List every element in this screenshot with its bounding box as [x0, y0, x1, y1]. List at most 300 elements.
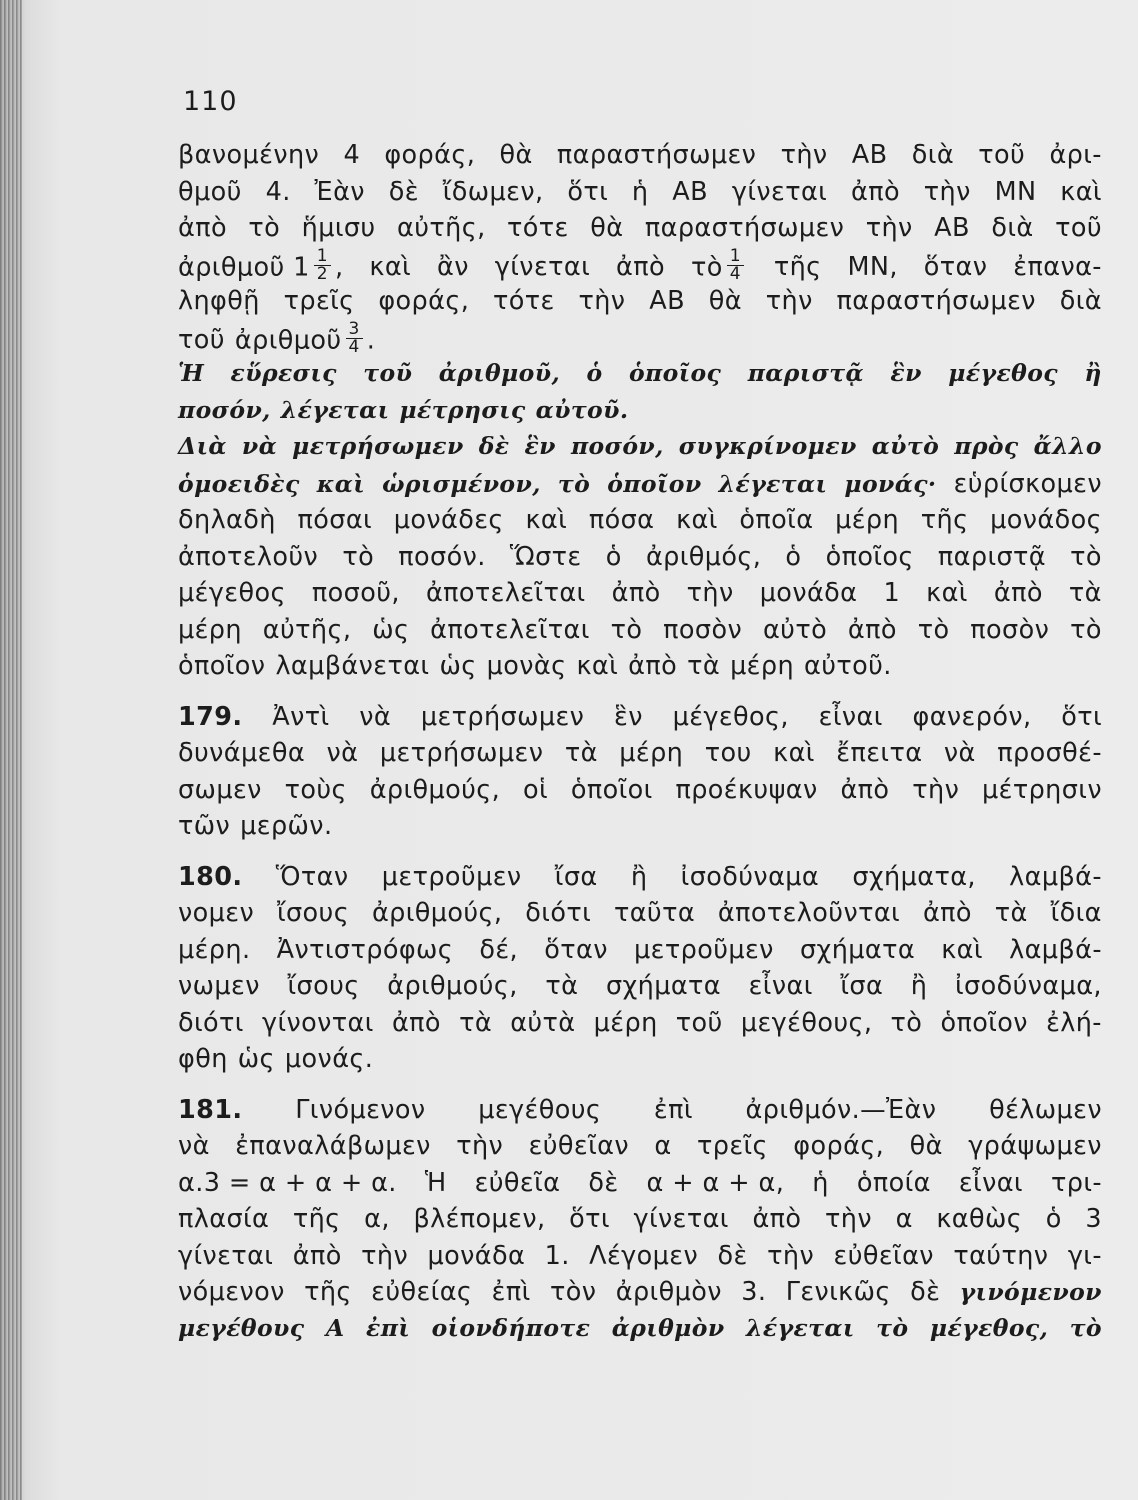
word: [558, 470, 590, 498]
word-text: καὶ: [676, 505, 718, 535]
word-text: ἐπὶ: [366, 1313, 411, 1342]
word: [266, 177, 291, 207]
word-text: μεγέθους,: [740, 1007, 873, 1038]
word-text: ἀποτελεῖται: [430, 614, 590, 645]
text-line: [178, 1168, 1102, 1205]
word-text: ἴσους: [276, 898, 350, 928]
word: [287, 971, 359, 1001]
word-text: μετρήσωμεν: [292, 432, 464, 460]
word-text: ΜΝ,: [847, 251, 898, 282]
word-text: τὰ: [459, 1007, 493, 1038]
word-text: ποσοῦ,: [311, 578, 400, 608]
word: [285, 1044, 373, 1074]
word: [687, 578, 734, 608]
punctuation: .: [366, 324, 376, 355]
word: [493, 286, 555, 316]
word-text: μερῶν.: [240, 811, 333, 841]
text-line: [178, 1008, 1102, 1045]
word-text: σχήματα: [800, 934, 916, 965]
word: [178, 862, 243, 892]
word-text: ὅταν: [544, 934, 608, 965]
word-text: διότι: [525, 898, 592, 928]
word: [941, 935, 983, 965]
word: [1070, 615, 1102, 645]
word-text: τὸ: [1069, 1313, 1102, 1342]
word: [178, 325, 225, 355]
word: [293, 1204, 341, 1234]
word: [739, 505, 813, 535]
word-text: ἔπειτα: [836, 738, 923, 768]
word: [1034, 432, 1102, 460]
word: [479, 935, 518, 965]
word: [612, 1314, 725, 1342]
text-line: [178, 1131, 1102, 1168]
word: [675, 775, 817, 805]
word-text: γι-: [1067, 1240, 1102, 1271]
text-line: [178, 775, 1102, 812]
word: [295, 1095, 425, 1125]
word-text: σωμεν: [178, 774, 262, 805]
word: [281, 396, 390, 424]
word: [857, 1168, 931, 1198]
word-text: 180.: [178, 861, 243, 892]
word: [557, 140, 756, 170]
word-text: τὴν: [456, 1131, 504, 1161]
word-text: τὸ: [342, 541, 375, 572]
word-text: νὰ: [359, 701, 392, 732]
word-text: τῶν: [178, 811, 231, 841]
word: [242, 432, 277, 460]
word: [277, 935, 454, 965]
word: [443, 177, 544, 207]
word: [487, 651, 567, 681]
word-text: δηλαδὴ: [178, 505, 276, 535]
word-text: α.3 = α + α + α.: [178, 1167, 397, 1198]
word-text: ὅτι: [1061, 701, 1102, 732]
text-line: [178, 505, 1102, 542]
word-text: ὁ: [586, 359, 603, 387]
word-text: καὶ: [576, 651, 619, 681]
word: [363, 359, 412, 387]
word: [781, 140, 828, 170]
word: [953, 1241, 1048, 1271]
word-text: φανερόν,: [912, 701, 1032, 732]
fraction-denominator: 4: [348, 337, 360, 358]
word: [238, 1044, 275, 1074]
word-text: γίνεται: [633, 1204, 729, 1234]
word-text: σχήματα,: [852, 861, 976, 892]
word: [673, 702, 789, 732]
word: [834, 1241, 934, 1271]
word: [705, 738, 752, 768]
word-text: τὴν: [578, 286, 626, 316]
fraction-denominator: 4: [729, 264, 741, 285]
word-text: νὰ: [943, 738, 976, 768]
word: [786, 1277, 891, 1307]
word-text: θὰ: [909, 1131, 943, 1161]
word-text: λαμβά-: [1009, 934, 1102, 965]
word: [439, 651, 476, 681]
text-line: [178, 1241, 1102, 1278]
word: [819, 702, 883, 732]
word: [697, 1131, 768, 1161]
word-text: τὰ: [1068, 578, 1102, 608]
word-text: ἀπὸ: [851, 176, 900, 207]
word-text: καὶ: [773, 738, 815, 768]
word: [285, 775, 347, 805]
word-text: ἴδια: [1050, 898, 1102, 928]
word: [277, 898, 349, 928]
word: [439, 359, 560, 387]
word-text: ἐπαναλάβωμεν: [235, 1131, 431, 1161]
word-text: τῆς: [773, 251, 822, 282]
word-text: μονάς.: [284, 1044, 374, 1074]
word-text: ὁποῖα: [739, 505, 814, 535]
word: [746, 1095, 937, 1125]
word-text: Ἐὰν: [314, 176, 365, 207]
word: [883, 578, 900, 608]
word-text: νὰ: [326, 738, 359, 768]
word-text: μονάδος: [990, 505, 1102, 535]
word-text: θὰ: [590, 213, 624, 243]
word: [380, 738, 543, 768]
word: [398, 542, 485, 572]
word: [178, 177, 242, 207]
word-text: μέρη: [835, 505, 900, 535]
word-text: τὴν: [780, 140, 828, 170]
word: [607, 470, 701, 498]
page-edge-shading: [0, 0, 22, 1500]
word: [589, 1241, 698, 1271]
word: [495, 252, 590, 282]
word-text: τὸ: [1070, 614, 1102, 645]
text-line: [178, 811, 1102, 848]
word: [616, 252, 665, 282]
word-text: ΑΒ: [672, 176, 709, 207]
word-text: ἀπὸ: [616, 251, 666, 282]
word: [326, 1314, 345, 1342]
word: [825, 1204, 872, 1234]
word: [178, 578, 286, 608]
word-text: μονάς·: [844, 469, 937, 498]
word: [921, 505, 969, 535]
word: [1085, 1204, 1102, 1234]
word-text: ἀπὸ: [840, 774, 890, 805]
word-text: Ἀντιστρόφως: [276, 934, 454, 965]
word: [978, 140, 1025, 170]
word-text: τῆς: [292, 1204, 341, 1234]
word-text: Γενικῶς: [785, 1277, 891, 1307]
word: [614, 702, 643, 732]
text-line: [178, 1095, 1102, 1132]
word-text: νωμεν: [178, 971, 260, 1001]
word-text: τοὺς: [284, 774, 347, 805]
word: [382, 862, 522, 892]
word-text: ἡ: [812, 1167, 829, 1198]
word-text: γίνεται: [178, 1240, 274, 1271]
word-text: πρὸς: [954, 432, 1019, 460]
word-text: τὴν: [825, 1204, 872, 1234]
word: [923, 898, 972, 928]
word: [890, 359, 921, 387]
word-text: ἐπὶ: [491, 1277, 531, 1307]
word-text: ὁποῖος: [628, 359, 722, 387]
word: [545, 1241, 570, 1271]
word-text: ἴσα: [554, 861, 598, 892]
word: [840, 971, 883, 1001]
word-text: ταῦτα: [613, 898, 696, 928]
word: [178, 245, 344, 287]
word: [681, 862, 819, 892]
word: [746, 1314, 855, 1342]
word: [896, 1204, 913, 1234]
word: [793, 1131, 884, 1161]
word: [606, 542, 622, 572]
word-text: ἀπὸ: [292, 1240, 342, 1271]
word: [1069, 578, 1102, 608]
word: [240, 811, 332, 841]
word-text: 1.: [544, 1240, 570, 1271]
word-text: θὰ: [499, 140, 533, 170]
word: [730, 651, 794, 681]
word: [432, 1314, 591, 1342]
word: [990, 505, 1102, 535]
word: [1060, 177, 1102, 207]
word-text: ἀριθμούς,: [369, 774, 501, 805]
word-text: αὐτοῦ.: [535, 395, 629, 424]
word-text: τοῦ: [675, 1007, 723, 1038]
word: [844, 470, 936, 498]
word-text: μετρήσωμεν: [379, 738, 544, 768]
word-text: ποσὸν: [663, 614, 743, 645]
word: [397, 213, 486, 243]
word-text: καὶ: [525, 505, 568, 535]
word-text: νὰ: [241, 432, 278, 460]
word: [994, 578, 1043, 608]
word: [741, 1008, 873, 1038]
word-text: α: [895, 1204, 913, 1234]
word-text: ἀποτελοῦν: [178, 541, 319, 572]
fraction: [727, 245, 744, 285]
word: [679, 432, 857, 460]
word-text: ἀρι-: [1049, 140, 1102, 170]
word: [930, 1314, 1048, 1342]
word-text: τὴν: [686, 578, 734, 608]
word-text: καὶ: [316, 469, 366, 498]
word: [292, 432, 464, 460]
word: [371, 1277, 472, 1307]
word-text: διὰ: [911, 140, 955, 170]
word: [364, 1204, 390, 1234]
word-text: ἀπὸ: [752, 1204, 802, 1234]
word: [235, 1131, 431, 1161]
text-line: [178, 651, 1102, 688]
word-text: ποσὸν: [970, 614, 1050, 645]
word-text: ποσόν,: [178, 395, 271, 424]
word: [479, 432, 510, 460]
word: [293, 1241, 342, 1271]
word: [991, 213, 1033, 243]
word: [835, 505, 899, 535]
word: [571, 432, 664, 460]
word-text: 4: [343, 140, 361, 170]
word-text: Διὰ: [178, 432, 227, 460]
word-text: σχήματα: [605, 971, 721, 1001]
text-line: [178, 318, 1102, 360]
word: [924, 252, 988, 282]
word: [272, 702, 329, 732]
word-text: Α: [325, 1313, 345, 1342]
word-text: προέκυψαν: [675, 774, 818, 805]
word: [510, 1008, 575, 1038]
word: [1046, 1204, 1062, 1234]
word: [178, 470, 300, 498]
word-text: ταύτην: [953, 1240, 1049, 1271]
text-line: [178, 469, 1102, 506]
word: [995, 177, 1037, 207]
word: [275, 651, 429, 681]
word-text: Ἡ: [178, 359, 205, 387]
word: [178, 1277, 285, 1307]
word: [492, 1277, 531, 1307]
word-text: τὸ: [557, 469, 591, 498]
word-text: ἐπανα-: [1013, 251, 1102, 282]
text-line: [178, 1204, 1102, 1241]
word-text: γινόμενον: [959, 1278, 1102, 1306]
word-text: τὴν: [765, 286, 813, 316]
word: [437, 252, 469, 282]
word: [413, 1204, 545, 1234]
word-text: ὁ: [785, 541, 802, 572]
word: [525, 432, 556, 460]
word-text: νομεν: [178, 898, 255, 928]
word-text: ἀπὸ: [391, 1007, 441, 1038]
word-text: μετρήσωμεν: [420, 701, 585, 732]
text-line: [178, 702, 1102, 739]
word-text: καθὼς: [936, 1204, 1023, 1234]
word-text: 1: [883, 578, 901, 608]
word-text: ὡς: [439, 651, 477, 681]
word: [891, 1008, 923, 1038]
word: [709, 286, 742, 316]
page-number: 110: [183, 86, 238, 117]
word: [912, 140, 954, 170]
word: [302, 213, 376, 243]
word-text: ληφθῇ: [178, 286, 260, 316]
word: [760, 578, 858, 608]
word-text: α,: [364, 1204, 390, 1234]
word: [852, 140, 888, 170]
word-text: Γινόμενον: [295, 1094, 426, 1125]
word: [649, 286, 685, 316]
word-text: του: [704, 738, 752, 768]
word: [997, 738, 1102, 768]
word-text: καὶ: [941, 934, 983, 965]
word-text: τὸ: [248, 213, 281, 243]
text-line: [178, 1044, 1102, 1081]
word-text: καὶ: [1060, 176, 1102, 207]
paragraph-gap: [178, 1081, 1102, 1095]
word: [840, 775, 889, 805]
word-text: φθη: [178, 1044, 228, 1074]
word: [690, 245, 748, 287]
word-text: τὴν: [923, 176, 971, 207]
word-text: πόσαι: [297, 505, 373, 535]
word: [616, 1277, 722, 1307]
word: [262, 1008, 374, 1038]
word-text: μέτρησιν: [982, 774, 1102, 805]
word: [178, 286, 260, 316]
word-text: ἓν: [614, 701, 643, 732]
word: [910, 1277, 940, 1307]
word: [918, 615, 950, 645]
word: [372, 898, 502, 928]
word-text: καὶ: [926, 578, 968, 608]
word: [370, 775, 500, 805]
word: [178, 898, 254, 928]
word-text: διότι: [178, 1007, 244, 1038]
word-text: ὁποῖον: [607, 469, 702, 498]
word: [767, 1241, 814, 1271]
word: [178, 505, 276, 535]
word: [589, 505, 655, 535]
word-text: εὐθεῖα: [474, 1167, 561, 1198]
word-text: μονὰς: [486, 651, 567, 681]
word-text: ἐλή-: [1046, 1007, 1102, 1038]
word-text: ὁποῖον: [178, 651, 266, 681]
word: [910, 1131, 943, 1161]
word-text: θμοῦ: [178, 176, 242, 207]
word: [773, 738, 815, 768]
word-text: παραστήσωμεν: [836, 286, 1036, 316]
word-text: ἀπὸ: [847, 614, 897, 645]
word: [872, 432, 939, 460]
word-text: συγκρίνομεν: [678, 432, 857, 460]
word-text: τὰ: [687, 651, 721, 681]
word: [317, 470, 365, 498]
text-line: [178, 738, 1102, 775]
word: [178, 359, 204, 387]
word-text: 3.: [741, 1277, 767, 1307]
text-line: [178, 578, 1102, 615]
word-text: φοράς,: [384, 140, 476, 170]
word-text: ὁ: [1045, 1204, 1062, 1234]
word: [178, 971, 260, 1001]
word-text: βανομένην: [178, 140, 320, 170]
word-text: παριστᾷ: [937, 541, 1047, 572]
word: [565, 738, 598, 768]
word-text: τρι-: [1050, 1167, 1102, 1198]
word-text: τὴν: [361, 1240, 409, 1271]
word-text: διὰ: [991, 213, 1034, 243]
word: [394, 505, 504, 535]
word: [852, 862, 976, 892]
word: [718, 1241, 748, 1271]
word-text: ὁποῖοι: [570, 774, 653, 805]
word-text: φοράς,: [378, 286, 470, 316]
word-text: τὸ: [1070, 541, 1102, 572]
word: [590, 213, 623, 243]
word: [425, 1168, 447, 1198]
word-text: λαμβά-: [1009, 861, 1102, 892]
word-text: εἶναι: [818, 701, 883, 732]
word-text: εἶναι: [958, 1167, 1023, 1198]
word: [954, 432, 1018, 460]
word: [911, 971, 928, 1001]
word: [234, 318, 376, 360]
word: [178, 615, 242, 645]
word-text: ἀποτελοῦνται: [717, 898, 901, 928]
